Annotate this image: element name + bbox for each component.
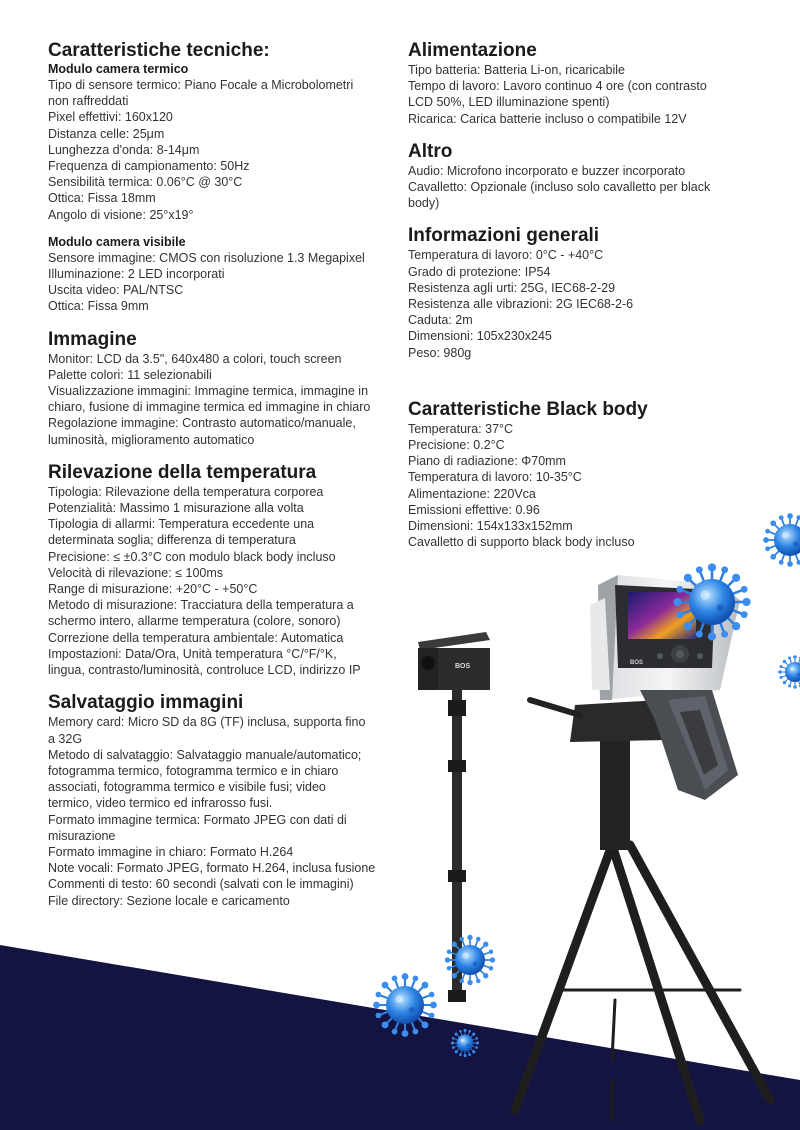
section-general-info	[408, 225, 788, 360]
section-title: Salvataggio immagini	[48, 692, 244, 714]
spec-line: Metodo di misurazione: Tracciatura della temperatura a	[48, 598, 354, 613]
section-temperature-detection	[48, 462, 398, 678]
spec-line: Ricarica: Carica batterie incluso o compatibile 12V	[408, 111, 687, 126]
spec-line: Ottica: Fissa 18mm	[48, 191, 156, 206]
subsection-visible-module	[48, 235, 398, 315]
spec-line: Temperatura: 37°C	[408, 421, 514, 436]
spec-line: luminosità, miglioramento automatico	[48, 432, 255, 447]
spec-line: Velocità di rilevazione: ≤ 100ms	[48, 565, 224, 580]
spec-line: misurazione	[48, 828, 116, 843]
spec-line: Tipo batteria: Batteria Li-on, ricaricabile	[408, 63, 625, 77]
right-column	[408, 40, 788, 564]
spec-line: Formato immagine in chiaro: Formato H.264	[48, 844, 294, 859]
spec-line: Formato immagine termica: Formato JPEG con dati di	[48, 812, 347, 827]
spec-line: termico, video termico ed infrarosso fusi.	[48, 796, 273, 811]
spec-line: Note vocali: Formato JPEG, formato H.264, inclusa fusione	[48, 861, 376, 876]
brand-logo-camera: BOS	[630, 660, 644, 666]
spec-line: Memory card: Micro SD da 8G (TF) inclusa, supporta fino	[48, 715, 366, 730]
spec-line: Range di misurazione: +20°C - +50°C	[48, 582, 258, 597]
spec-line: Visualizzazione immagini: Immagine termica, immagine in	[48, 384, 369, 399]
section-title: Immagine	[48, 328, 137, 350]
virus-icon	[673, 563, 750, 640]
spec-line: lingua, contrasto/luminosità, controluce LCD, indirizzo IP	[48, 663, 361, 678]
spec-line: Distanza celle: 25μm	[48, 126, 165, 141]
subsection-thermal-module	[48, 62, 398, 223]
spec-line: Resistenza alle vibrazioni: 2G IEC68-2-6	[408, 297, 634, 312]
spec-line: Sensore immagine: CMOS con risoluzione 1.3 Megapixel	[48, 250, 365, 265]
spec-line: Regolazione immagine: Contrasto automatico/manuale,	[48, 416, 356, 431]
section-title: Informazioni generali	[408, 225, 600, 247]
tripod-column	[600, 735, 630, 850]
section-title: Rilevazione della temperatura	[48, 461, 317, 483]
section-technical-specs	[48, 40, 398, 315]
spec-line: Sensibilità termica: 0.06°C @ 30°C	[48, 175, 243, 190]
spec-line: Monitor: LCD da 3.5", 640x480 a colori, touch screen	[48, 351, 342, 366]
spec-line: determinata soglia; differenza di temperatura	[48, 533, 296, 548]
spec-line: non raffreddati	[48, 94, 129, 109]
spec-line: Tempo di lavoro: Lavoro continuo 4 ore (con contrasto	[408, 79, 707, 94]
section-title: Altro	[408, 140, 453, 162]
spec-line: fotogramma termico, fotogramma termico e in chiaro	[48, 763, 339, 778]
section-image	[48, 329, 398, 448]
section-title: Caratteristiche tecniche:	[48, 40, 270, 61]
spec-line: Alimentazione: 220Vca	[408, 486, 536, 501]
spec-line: Illuminazione: 2 LED incorporati	[48, 267, 225, 282]
spec-line: associati, fotogramma termico e visibile fusi; video	[48, 780, 326, 795]
spec-line: chiaro, fusione di immagine termica ed immagine in chiaro	[48, 400, 371, 415]
section-image-saving	[48, 692, 398, 908]
left-column	[48, 40, 398, 923]
spec-line: a 32G	[48, 731, 83, 746]
spec-line: Metodo di salvataggio: Salvataggio manuale/automatico;	[48, 747, 362, 762]
spec-line: Tipo di sensore termico: Piano Focale a Microbolometri	[48, 78, 354, 92]
spec-line: Dimensioni: 154x133x152mm	[408, 519, 573, 534]
section-black-body	[408, 399, 788, 551]
spec-line: Precisione: 0.2°C	[408, 438, 505, 453]
section-other	[408, 141, 788, 212]
virus-icon	[445, 935, 495, 985]
spec-line: Audio: Microfono incorporato e buzzer incorporato	[408, 163, 686, 178]
black-body-unit	[418, 632, 490, 690]
spec-line: Temperatura di lavoro: 0°C - +40°C	[408, 248, 604, 263]
spec-line: Emissioni effettive: 0.96	[408, 502, 540, 517]
spec-line: Piano di radiazione: Φ70mm	[408, 454, 566, 469]
virus-icon	[778, 655, 800, 689]
spec-line: File directory: Sezione locale e caricamento	[48, 893, 290, 908]
spec-line: Palette colori: 11 selezionabili	[48, 367, 212, 382]
spec-line: Peso: 980g	[408, 345, 472, 360]
spec-line: Tipologia: Rilevazione della temperatura corporea	[48, 484, 324, 499]
spec-line: Temperatura di lavoro: 10-35°C	[408, 470, 582, 485]
section-title: Caratteristiche Black body	[408, 398, 648, 420]
spec-line: Dimensioni: 105x230x245	[408, 329, 552, 344]
section-power	[408, 40, 788, 127]
spec-line: Resistenza agli urti: 25G, IEC68-2-29	[408, 280, 616, 295]
virus-icon	[451, 1029, 479, 1057]
spec-line: Precisione: ≤ ±0.3°C con modulo black body incluso	[48, 549, 336, 564]
section-title: Alimentazione	[408, 40, 537, 61]
spec-line: Impostazioni: Data/Ora, Unità temperatura °C/°F/°K,	[48, 646, 337, 661]
subsection-heading: Modulo camera visibile	[48, 234, 186, 249]
spec-line: Caduta: 2m	[408, 313, 473, 328]
spec-line: Ottica: Fissa 9mm	[48, 299, 149, 314]
spec-line: Cavalletto: Opzionale (incluso solo cavalletto per black	[408, 180, 711, 195]
virus-icon	[373, 973, 437, 1037]
spec-line: Correzione della temperatura ambientale: Automatica	[48, 630, 344, 645]
brand-logo-black-body: BOS	[455, 663, 471, 670]
subsection-heading: Modulo camera termico	[48, 62, 189, 76]
spec-line: Uscita video: PAL/NTSC	[48, 283, 184, 298]
spec-line: Angolo di visione: 25°x19°	[48, 207, 194, 222]
spec-line: Commenti di testo: 60 secondi (salvati con le immagini)	[48, 877, 354, 892]
spec-line: Grado di protezione: IP54	[408, 264, 551, 279]
spec-line: Tipologia di allarmi: Temperatura eccedente una	[48, 517, 315, 532]
spec-line: Pixel effettivi: 160x120	[48, 110, 173, 125]
spec-line: schermo intero, allarme temperatura (colore, sonoro)	[48, 614, 341, 629]
spec-line: LCD 50%, LED illuminazione spenti)	[408, 95, 610, 110]
spec-line: body)	[408, 196, 440, 211]
spec-line: Cavalletto di supporto black body incluso	[408, 535, 635, 550]
spec-line: Lunghezza d'onda: 8-14μm	[48, 142, 200, 157]
spec-line: Potenzialità: Massimo 1 misurazione alla volta	[48, 501, 304, 516]
spec-line: Frequenza di campionamento: 50Hz	[48, 159, 250, 174]
